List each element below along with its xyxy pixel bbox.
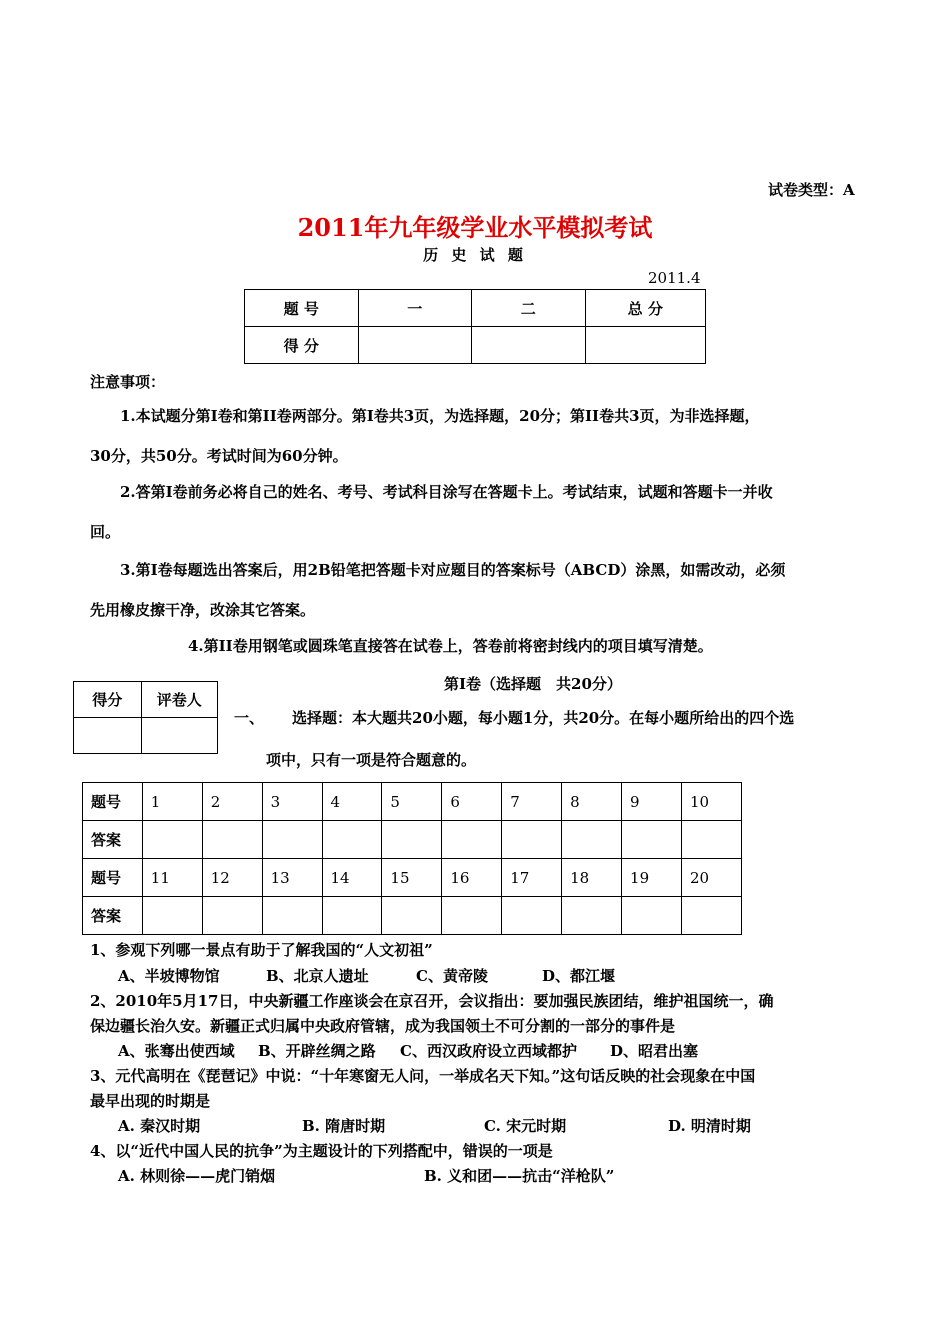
grader-name-label: 评卷人 [141,682,217,718]
answer-cell[interactable] [681,897,741,935]
q1-option-d: D、都江堰 [542,967,616,985]
answer-cell[interactable] [202,897,262,935]
answer-cell[interactable] [562,897,622,935]
section1-instructions-line2: 项中，只有一项是符合题意的。 [266,751,477,769]
q4-option-b: B. 义和团——抗击“洋枪队” [424,1167,615,1185]
answer-table [82,782,742,935]
score-table [244,289,706,364]
answer-table-qnum: 15 [382,859,442,897]
answer-table-qnum: 8 [562,783,622,821]
score-cell-score-label: 得 分 [245,327,359,364]
q2-stem-line1: 2、2010年5月17日，中央新疆工作座谈会在京召开，会议指出：要加强民族团结，维护祖国统一，确 [90,992,774,1010]
answer-table-qnum: 7 [502,783,562,821]
answer-cell[interactable] [502,821,562,859]
q4-stem: 4、以“近代中国人民的抗争”为主题设计的下列搭配中，错误的一项是 [90,1142,553,1160]
notice-p2-line2: 回。 [90,523,121,541]
notice-p3-line2: 先用橡皮擦干净，改涂其它答案。 [90,601,316,619]
notice-p3-line1: 3.第Ⅰ卷每题选出答案后，用2B铅笔把答题卡对应题目的答案标号（ABCD）涂黑，如需改动，必须 [120,561,786,579]
q4-option-a: A. 林则徐——虎门销烟 [118,1167,276,1185]
answer-table-qnum: 10 [681,783,741,821]
score-cell-part1: 一 [358,290,472,327]
answer-cell[interactable] [142,821,202,859]
answer-table-qnum: 3 [262,783,322,821]
answer-table-qnum: 2 [202,783,262,821]
answer-cell[interactable] [382,897,442,935]
answer-cell[interactable] [562,821,622,859]
answer-table-qnum: 13 [262,859,322,897]
grader-name-input[interactable] [141,718,217,754]
answer-cell[interactable] [142,897,202,935]
section1-number: 一、 [234,709,265,727]
answer-table-question-label: 题号 [83,859,143,897]
notice-p1-line1: 1.本试题分第Ⅰ卷和第II卷两部分。第Ⅰ卷共3页，为选择题，20分；第II卷共3页，为非选择题， [120,407,760,425]
answer-table-qnum: 19 [622,859,682,897]
answer-cell[interactable] [262,821,322,859]
notice-p4: 4.第II卷用钢笔或圆珠笔直接答在试卷上，答卷前将密封线内的项目填写清楚。 [188,637,713,655]
q1-option-c: C、黄帝陵 [416,967,488,985]
page-title: 2011年九年级学业水平模拟考试 [297,213,653,242]
score-cell-part2: 二 [472,290,586,327]
q2-option-a: A、张骞出使西域 [118,1042,235,1060]
answer-table-qnum: 5 [382,783,442,821]
q3-option-d: D. 明清时期 [668,1117,751,1135]
answer-table-question-label: 题号 [83,783,143,821]
answer-cell[interactable] [262,897,322,935]
q3-option-b: B. 隋唐时期 [302,1117,386,1135]
notice-heading: 注意事项： [90,373,166,391]
q2-option-b: B、开辟丝绸之路 [258,1042,376,1060]
score-cell-total: 总 分 [585,290,706,327]
q1-stem: 1、参观下列哪一景点有助于了解我国的“人文初祖” [90,941,433,959]
answer-cell[interactable] [442,897,502,935]
score-input-part2[interactable] [472,327,586,364]
answer-cell[interactable] [502,897,562,935]
grader-table [73,681,218,754]
answer-cell[interactable] [202,821,262,859]
answer-cell[interactable] [322,897,382,935]
answer-cell[interactable] [681,821,741,859]
answer-table-qnum: 16 [442,859,502,897]
answer-cell[interactable] [322,821,382,859]
section1-heading: 第Ⅰ卷（选择题 共20分） [444,675,622,693]
q2-option-d: D、昭君出塞 [610,1042,699,1060]
answer-table-qnum: 18 [562,859,622,897]
q3-stem-line2: 最早出现的时期是 [90,1092,211,1110]
answer-table-qnum: 9 [622,783,682,821]
grader-score-input[interactable] [74,718,142,754]
answer-table-qnum: 6 [442,783,502,821]
q2-stem-line2: 保边疆长治久安。新疆正式归属中央政府管辖，成为我国领土不可分割的一部分的事件是 [90,1017,676,1035]
answer-cell[interactable] [622,821,682,859]
q3-option-c: C. 宋元时期 [484,1117,567,1135]
answer-table-qnum: 20 [681,859,741,897]
answer-cell[interactable] [442,821,502,859]
notice-p2-line1: 2.答第Ⅰ卷前务必将自己的姓名、考号、考试科目涂写在答题卡上。考试结束，试题和答题卡一并收 [120,483,773,501]
answer-cell[interactable] [382,821,442,859]
answer-cell[interactable] [622,897,682,935]
q3-stem-line1: 3、元代高明在《琵琶记》中说：“十年寒窗无人问，一举成名天下知。”这句话反映的社会现象在中国 [90,1067,756,1085]
answer-table-qnum: 4 [322,783,382,821]
score-input-part1[interactable] [358,327,472,364]
answer-table-answer-label: 答案 [83,821,143,859]
answer-table-qnum: 14 [322,859,382,897]
answer-table-answer-label: 答案 [83,897,143,935]
answer-table-qnum: 1 [142,783,202,821]
answer-table-qnum: 11 [142,859,202,897]
exam-type-label: 试卷类型：A [768,181,855,199]
section1-instructions-line1: 选择题：本大题共20小题，每小题1分，共20分。在每小题所给出的四个选 [292,709,795,727]
answer-table-qnum: 17 [502,859,562,897]
score-input-total[interactable] [585,327,706,364]
q1-option-b: B、北京人遗址 [266,967,369,985]
q3-option-a: A. 秦汉时期 [118,1117,201,1135]
score-cell-header-label: 题 号 [245,290,359,327]
subject-subtitle: 历 史 试 题 [423,246,527,264]
q1-option-a: A、半坡博物馆 [118,967,220,985]
q2-option-c: C、西汉政府设立西域都护 [400,1042,577,1060]
answer-table-qnum: 12 [202,859,262,897]
exam-date: 2011.4 [648,269,701,287]
grader-score-label: 得分 [74,682,142,718]
notice-p1-line2: 30分，共50分。考试时间为60分钟。 [90,447,348,465]
